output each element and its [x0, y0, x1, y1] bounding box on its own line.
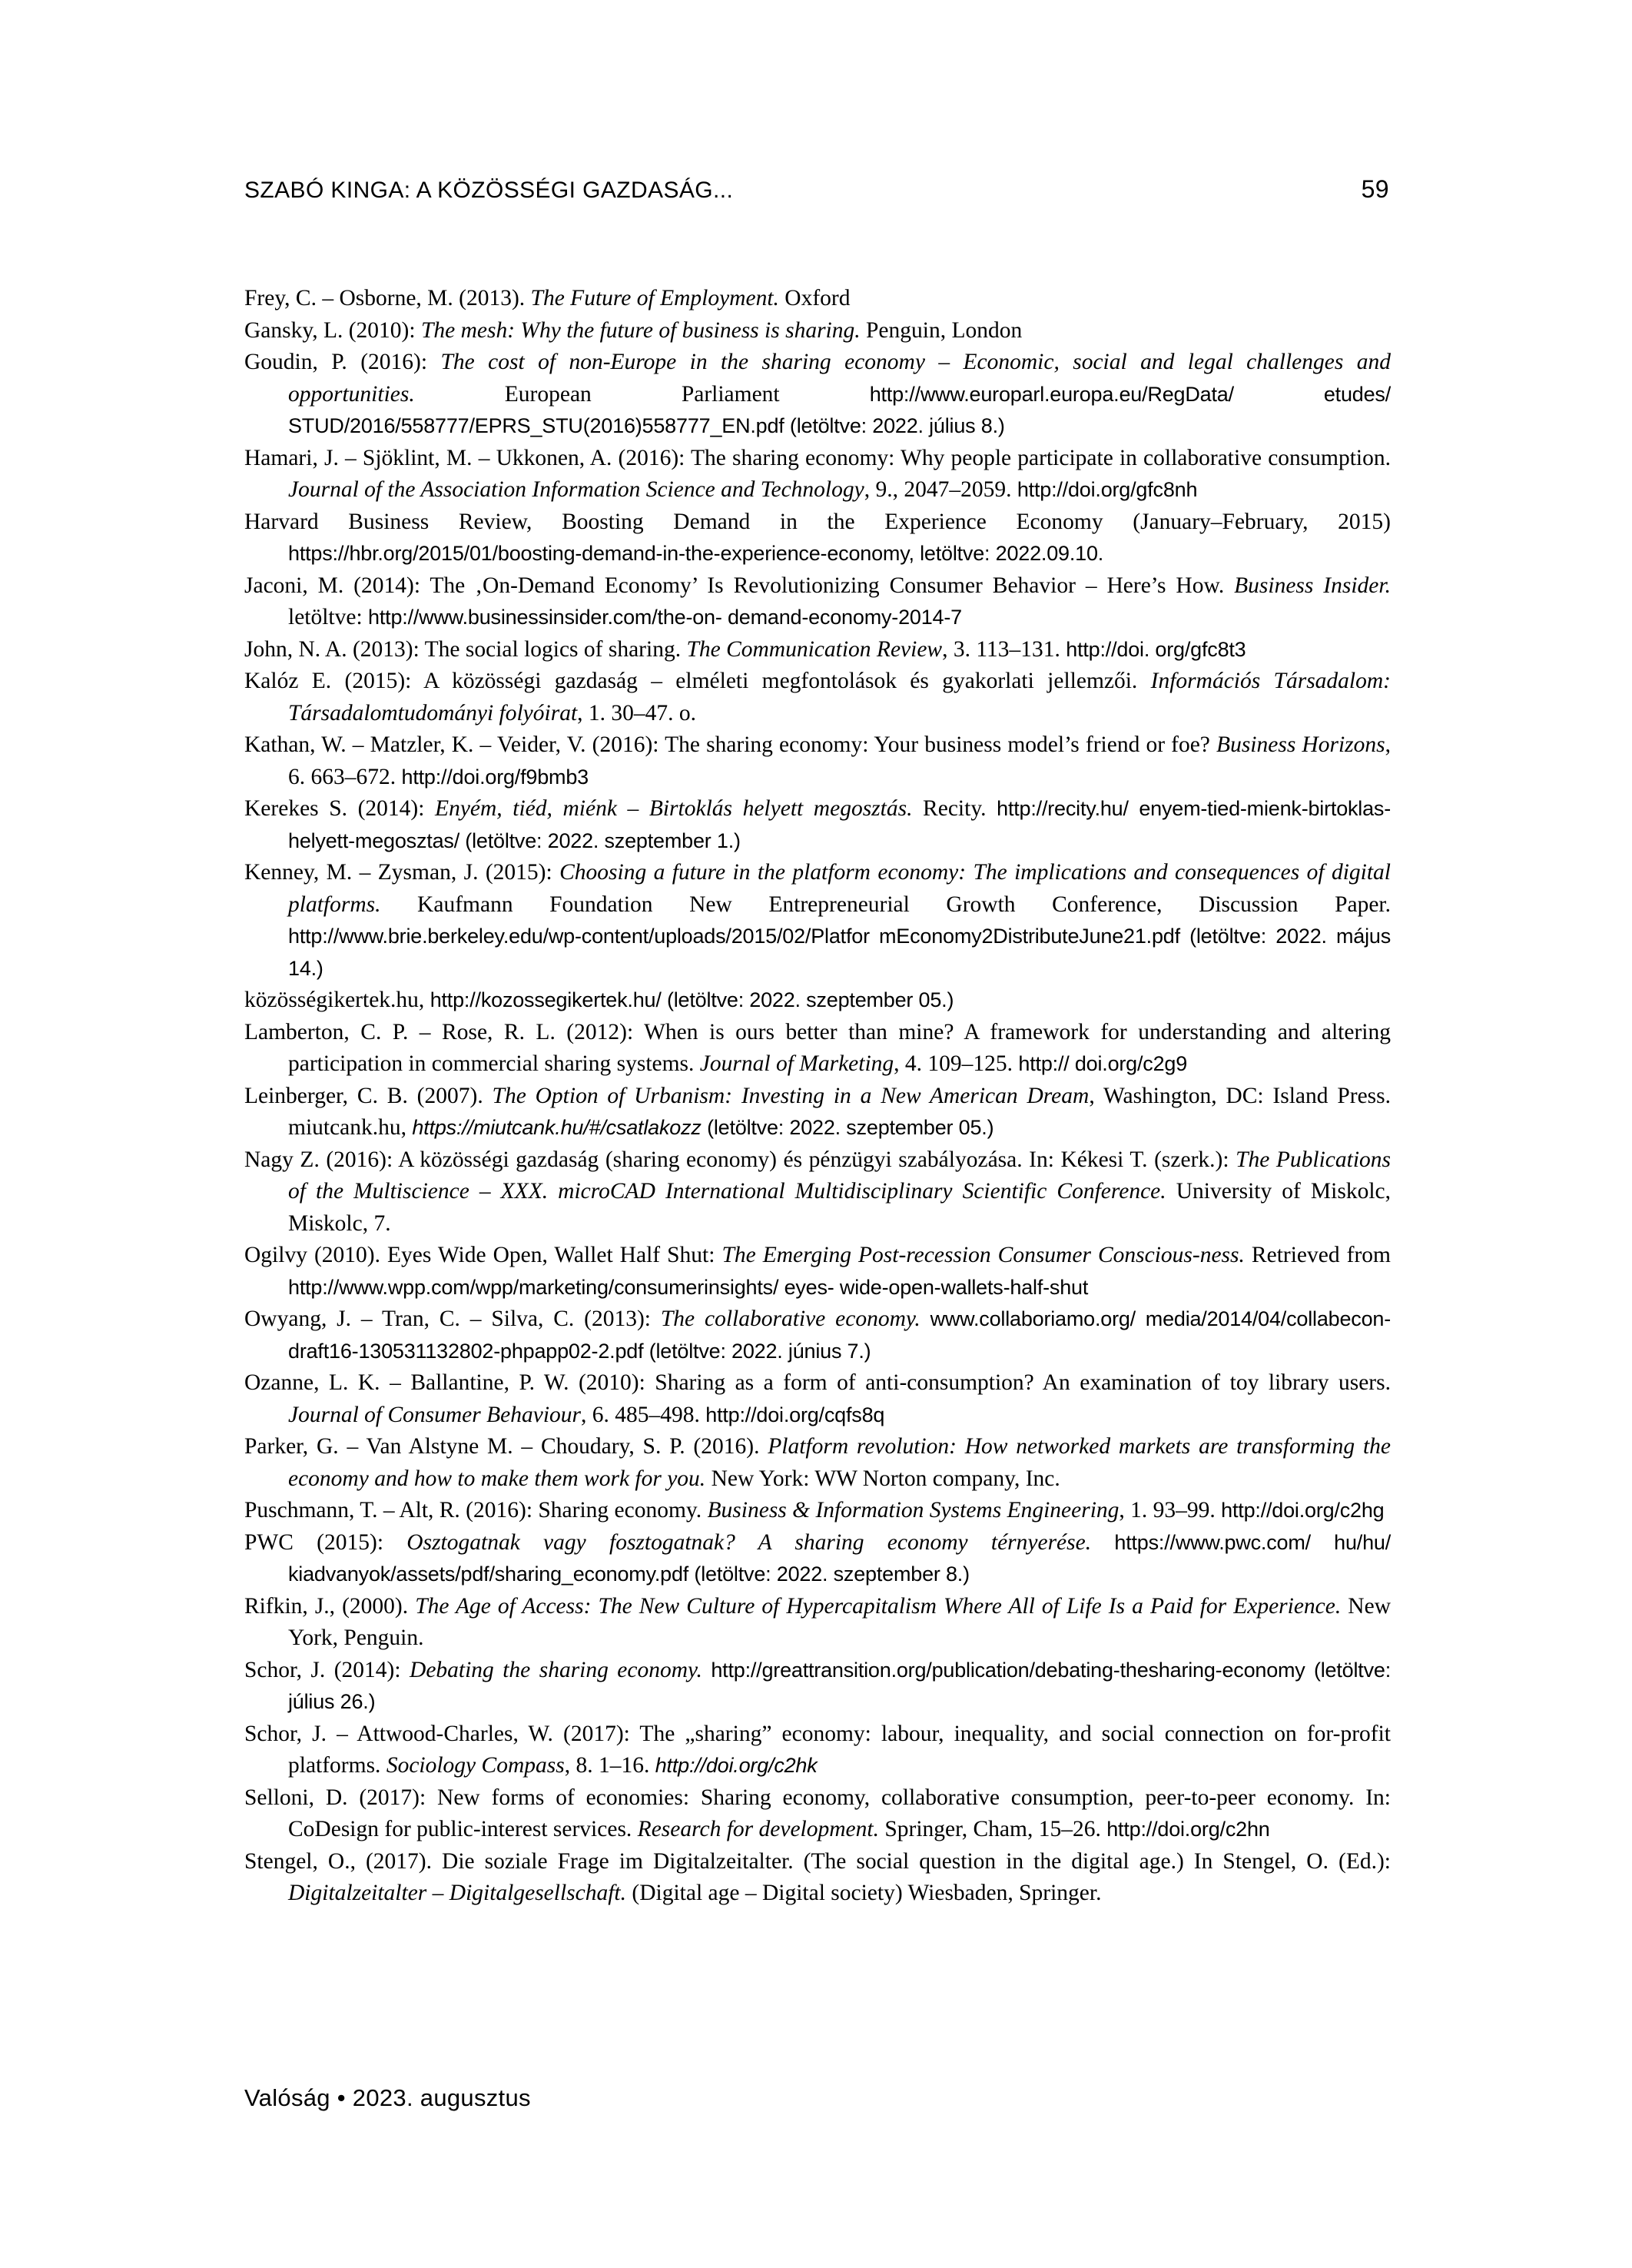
reference-entry: Leinberger, C. B. (2007). The Option of Urbanism: Investing in a New American Dream, Washington, DC: Island Press. miutcank.hu, https://miutcank.hu/#/csatlakozz (letöltve: 2022. szeptember 05.): [244, 1083, 1392, 1140]
reference-entry: Ogilvy (2010). Eyes Wide Open, Wallet Half Shut: The Emerging Post-recession Consumer Conscious-ness. Retrieved from http://www.wpp.com/wpp/marketing/consumerinsights/ eyes- wide-open-wallets-half-shut: [244, 1243, 1391, 1299]
reference-entry: Ozanne, L. K. – Ballantine, P. W. (2010): Sharing as a form of anti-consumption? An examination of toy library users. Journal of Consumer Behaviour, 6. 485–498. http://doi.org/cqfs8q: [244, 1370, 1391, 1427]
reference-entry: közösségikertek.hu, http://kozossegikertek.hu/ (letöltve: 2022. szeptember 05.): [244, 988, 954, 1012]
page-number: 59: [1361, 175, 1389, 203]
reference-entry: Nagy Z. (2016): A közösségi gazdaság (sharing economy) és pénzügyi szabályozása. In: Kékesi T. (szerk.): The Publications of the Multiscience – XXX. microCAD International Multidisciplinary Scientific Conference. University of Miskolc, Miskolc, 7.: [244, 1147, 1392, 1236]
page-header: [244, 175, 1389, 204]
reference-entry: Schor, J. – Attwood-Charles, W. (2017): The „sharing” economy: labour, inequality, and social connection on for-profit platforms. Sociology Compass, 8. 1–16. http://doi.org/c2hk: [244, 1721, 1391, 1778]
reference-entry: Stengel, O., (2017). Die soziale Frage im Digitalzeitalter. (The social question in the digital age.) In Stengel, O. (Ed.): Digitalzeitalter – Digitalgesellschaft. (Digital age – Digital society) Wiesbaden, Springer.: [244, 1848, 1391, 1905]
reference-entry: Kalóz E. (2015): A közösségi gazdaság – elméleti megfontolások és gyakorlati jellemzői. Információs Társadalom: Társadalomtudományi folyóirat, 1. 30–47. o.: [244, 669, 1391, 726]
references-list: [244, 283, 1391, 1910]
reference-entry: Kathan, W. – Matzler, K. – Veider, V. (2016): The sharing economy: Your business model’s friend or foe? Business Horizons, 6. 663–672. http://doi.org/f9bmb3: [244, 732, 1391, 789]
reference-entry: Jaconi, M. (2014): The ‚On-Demand Economy’ Is Revolutionizing Consumer Behavior – Here’s How. Business Insider. letöltve: http://www.businessinsider.com/the-on- demand-economy-2014-7: [244, 573, 1391, 629]
reference-entry: Selloni, D. (2017): New forms of economies: Sharing economy, collaborative consumption, peer-to-peer economy. In: CoDesign for public-interest services. Research for development. Springer, Cham, 15–26. http://doi.org/c2hn: [244, 1785, 1391, 1841]
page-footer: Valóság • 2023. augusztus: [244, 2084, 531, 2111]
reference-entry: Kenney, M. – Zysman, J. (2015): Choosing a future in the platform economy: The implications and consequences of digital platforms. Kaufmann Foundation New Entrepreneurial Growth Conference, Discussion Paper. http://www.brie.berkeley.edu/wp-content/uploads/2015/02/Platfor mEconomy2DistributeJune21.pdf (letöltve: 2022. május 14.): [244, 860, 1391, 980]
reference-entry: Puschmann, T. – Alt, R. (2016): Sharing economy. Business & Information Systems Engineering, 1. 93–99. http://doi.org/c2hg: [244, 1498, 1385, 1523]
reference-entry: Parker, G. – Van Alstyne M. – Choudary, S. P. (2016). Platform revolution: How networked markets are transforming the economy and how to make them work for you. New York: WW Norton company, Inc.: [244, 1434, 1391, 1491]
reference-entry: Owyang, J. – Tran, C. – Silva, C. (2013): The collaborative economy. www.collaboriamo.org/ media/2014/04/collabecon-draft16-130531132802-phpapp02-2.pdf (letöltve: 2022. június 7.): [244, 1307, 1391, 1363]
reference-entry: Goudin, P. (2016): The cost of non-Europe in the sharing economy – Economic, social and legal challenges and opportunities. European Parliament http://www.europarl.europa.eu/RegData/ etudes/ STUD/2016/558777/EPRS_STU(2016)558777_EN.pdf (letöltve: 2022. július 8.): [244, 350, 1392, 437]
reference-entry: Frey, C. – Osborne, M. (2013). The Future of Employment. Oxford: [244, 286, 851, 310]
reference-entry: John, N. A. (2013): The social logics of sharing. The Communication Review, 3. 113–131. http://doi. org/gfc8t3: [244, 636, 1246, 662]
reference-entry: Kerekes S. (2014): Enyém, tiéd, miénk – Birtoklás helyett megosztás. Recity. http://recity.hu/ enyem-tied-mienk-birtoklas-helyett-megosztas/ (letöltve: 2022. szeptember 1.): [244, 796, 1392, 852]
reference-entry: PWC (2015): Osztogatnak vagy fosztogatnak? A sharing economy térnyerése. https://www.pwc.com/ hu/hu/ kiadvanyok/assets/pdf/sharing_economy.pdf (letöltve: 2022. szeptember 8.): [244, 1529, 1391, 1586]
reference-entry: Gansky, L. (2010): The mesh: Why the future of business is sharing. Penguin, London: [244, 317, 1023, 343]
reference-entry: Rifkin, J., (2000). The Age of Access: The New Culture of Hypercapitalism Where All of Life Is a Paid for Experience. New York, Penguin.: [244, 1593, 1392, 1650]
reference-entry: Lamberton, C. P. – Rose, R. L. (2012): When is ours better than mine? A framework for understanding and altering participation in commercial sharing systems. Journal of Marketing, 4. 109–125. http:// doi.org/c2g9: [244, 1019, 1391, 1076]
reference-entry: Schor, J. (2014): Debating the sharing economy. http://greattransition.org/publication/debating-thesharing-economy (letöltve: július 26.): [244, 1657, 1392, 1713]
reference-entry: Hamari, J. – Sjöklint, M. – Ukkonen, A. (2016): The sharing economy: Why people participate in collaborative consumption. Journal of the Association Information Science and Technology, 9., 2047–2059. http://doi.org/gfc8nh: [244, 445, 1391, 502]
running-title: SZABÓ KINGA: A KÖZÖSSÉGI GAZDASÁG...: [244, 178, 734, 203]
reference-entry: Harvard Business Review, Boosting Demand in the Experience Economy (January–February, 2015) https://hbr.org/2015/01/boosting-demand-in-the-experience-economy, letöltve: 2022.09.10.: [244, 509, 1391, 565]
